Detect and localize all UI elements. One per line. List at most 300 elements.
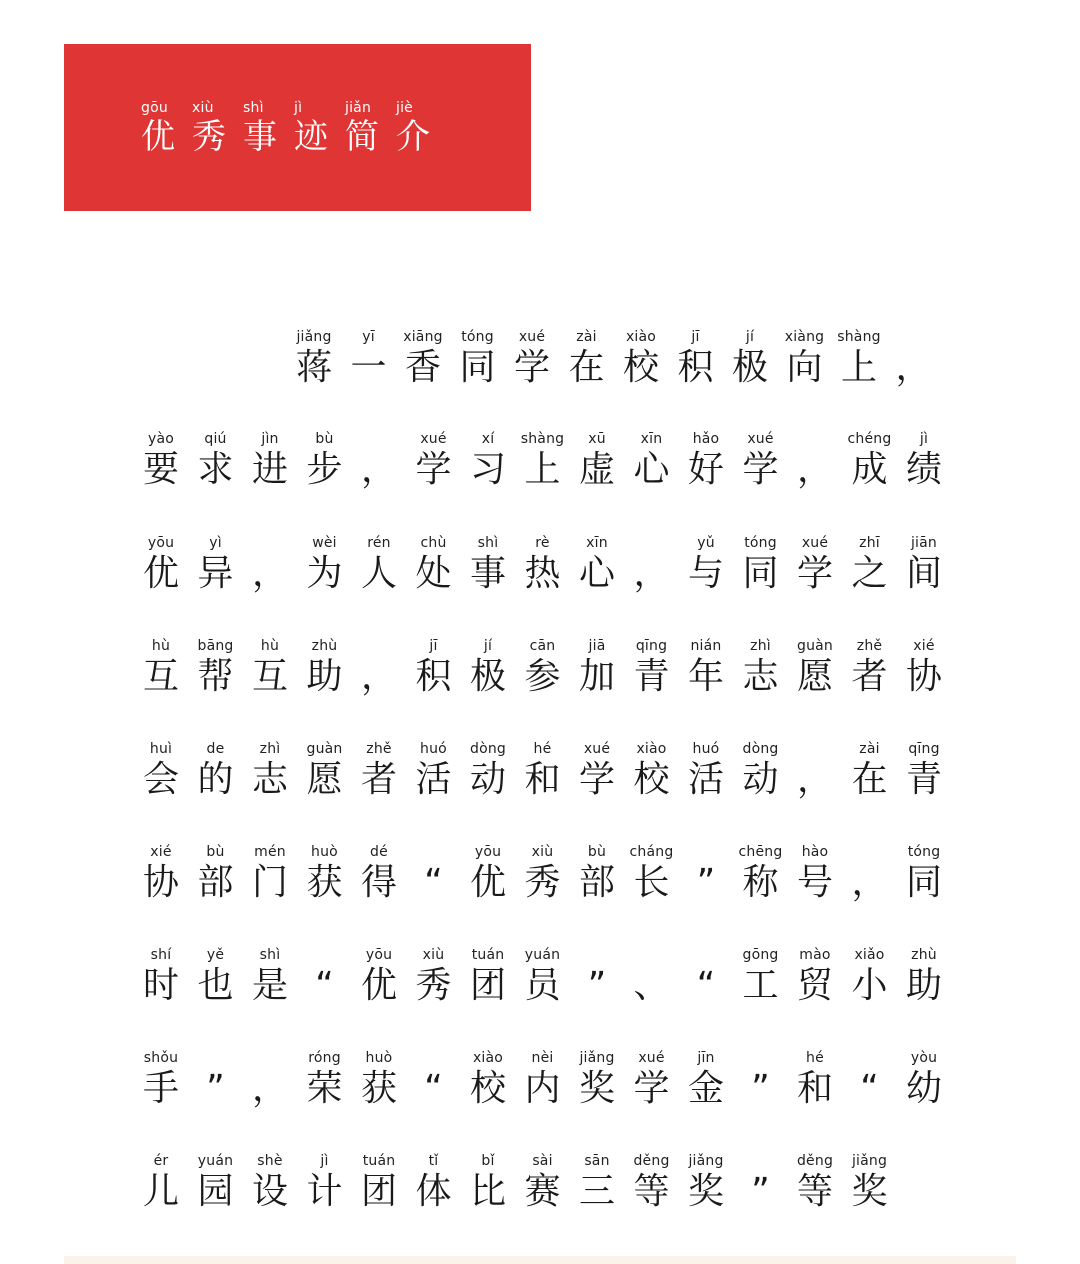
hanzi: 同 [742,553,779,594]
page-title [141,99,447,157]
pinyin: rén [367,535,391,551]
pinyin: cháng [629,844,674,860]
pinyin: xiù [422,947,445,963]
char-cell [407,740,461,802]
char-cell [298,1049,352,1111]
hanzi: 绩 [905,449,942,490]
title-hanzi: 秀 [192,117,226,157]
pinyin [189,1049,243,1067]
char-cell [134,946,188,1008]
title-pinyin: gōu [141,100,168,116]
char-cell [461,534,515,596]
title-pinyin: shì [243,100,264,116]
hanzi: 要 [142,449,179,490]
pinyin: qīng [635,638,668,654]
bottom-strip [64,1256,1016,1264]
hanzi: 加 [578,656,615,697]
pinyin [887,328,941,346]
char-cell [243,740,297,802]
pinyin: xiào [636,741,667,757]
pinyin: gōng [742,947,779,963]
pinyin: jiǎng [296,329,332,345]
pinyin: xué [518,329,546,345]
pinyin: nèi [531,1050,554,1066]
char-cell [134,843,188,905]
char-cell [189,843,243,905]
pinyin: jìn [261,431,279,447]
pinyin: cān [529,638,556,654]
char-cell [189,430,243,492]
pinyin: shàng [520,431,565,447]
char-cell [243,946,297,1008]
hanzi: ， [360,449,397,490]
pinyin: mào [799,947,831,963]
char-cell [679,534,733,596]
hanzi: 计 [306,1171,343,1212]
char-cell [560,328,614,390]
hanzi: “ [696,965,716,1006]
pinyin: jiǎng [579,1050,615,1066]
pinyin: yōu [365,947,393,963]
char-cell [134,430,188,492]
pinyin: jīn [697,1050,715,1066]
char-cell [734,1152,788,1214]
pinyin: hù [151,638,171,654]
hanzi: 愿 [306,759,343,800]
char-cell [451,328,505,390]
char-cell [516,534,570,596]
pinyin: yǔ [697,535,715,551]
pinyin: yōu [474,844,502,860]
char-cell [897,946,951,1008]
char-cell [570,740,624,802]
pinyin: hé [533,741,552,757]
pinyin: děng [796,1153,834,1169]
char-cell [614,328,668,390]
pinyin: yuán [524,947,561,963]
hanzi: “ [860,1068,879,1109]
pinyin: rè [535,535,550,551]
char-cell [570,946,624,1008]
char-cell [843,1152,897,1214]
pinyin [407,843,461,861]
pinyin: huò [311,844,338,860]
char-cell [897,843,951,905]
char-cell [407,946,461,1008]
pinyin [788,740,842,758]
pinyin: zhě [366,741,392,757]
pinyin: xué [638,1050,665,1066]
char-cell [407,843,461,905]
pinyin: ér [153,1153,169,1169]
char-cell [734,637,788,699]
title-hanzi: 介 [396,117,430,157]
pinyin [843,1049,897,1067]
pinyin: hǎo [692,431,720,447]
char-cell [342,328,396,390]
text-line [134,430,964,510]
char-cell [843,534,897,596]
hanzi: 虚 [578,449,615,490]
pinyin: shí [150,947,172,963]
char-cell [788,946,842,1008]
pinyin: xié [913,638,935,654]
pinyin [679,843,733,861]
hanzi: 和 [524,759,561,800]
char-cell [243,637,297,699]
hanzi: 称 [742,862,779,903]
char-cell [734,534,788,596]
char-cell [679,843,733,905]
hanzi: ” [696,862,716,903]
text-line [134,534,964,614]
hanzi: 秀 [415,965,452,1006]
pinyin [243,534,297,552]
hanzi: ” [751,1068,770,1109]
hanzi: 园 [197,1171,234,1212]
hanzi: 设 [251,1171,288,1212]
char-cell [134,740,188,802]
hanzi: 秀 [524,862,561,903]
char-cell [461,946,515,1008]
char-cell [887,328,941,390]
pinyin: qīng [908,741,940,757]
hanzi: 手 [142,1068,179,1109]
hanzi: 极 [469,656,506,697]
hanzi: 上 [524,449,561,490]
title-hanzi: 简 [345,117,379,157]
hanzi: ” [206,1068,225,1109]
hanzi: 上 [840,347,877,388]
pinyin: tóng [907,844,941,860]
pinyin: shàng [837,329,881,345]
pinyin: huó [420,741,447,757]
hanzi: ， [895,347,932,388]
hanzi: 和 [796,1068,833,1109]
char-cell [625,534,679,596]
pinyin: tuán [362,1153,396,1169]
char-cell [625,1152,679,1214]
char-cell [679,430,733,492]
pinyin: nián [690,638,722,654]
pinyin: yōu [147,535,175,551]
hanzi: 学 [513,347,550,388]
hanzi: 校 [622,347,659,388]
pinyin: huó [692,741,720,757]
char-cell [788,1049,842,1111]
char-cell [843,430,897,492]
pinyin: yuán [197,1153,234,1169]
char-cell [778,328,832,390]
pinyin: zhù [311,638,338,654]
pinyin: chéng [847,431,892,447]
pinyin: guàn [306,741,343,757]
char-cell [734,843,788,905]
hanzi: 时 [142,965,179,1006]
hanzi: 金 [687,1068,724,1109]
pinyin: zài [859,741,880,757]
char-cell [352,637,406,699]
hanzi: 获 [306,862,343,903]
hanzi: 助 [306,656,343,697]
pinyin: sān [584,1153,610,1169]
pinyin: dòng [469,741,506,757]
char-cell [516,430,570,492]
pinyin: jì [320,1153,329,1169]
char-cell [843,946,897,1008]
text-line [134,1049,964,1129]
pinyin: tóng [461,329,494,345]
hanzi: 儿 [142,1171,179,1212]
pinyin: hù [260,638,280,654]
text-line [134,946,964,1026]
hanzi: 工 [742,965,779,1006]
char-cell [461,637,515,699]
char-cell [243,534,297,596]
hanzi: 校 [469,1068,506,1109]
char-cell [516,1049,570,1111]
char-cell [505,328,559,390]
hanzi: 贸 [796,965,833,1006]
pinyin: jì [919,431,929,447]
char-cell [570,534,624,596]
char-cell [189,1152,243,1214]
title-pinyin: jì [294,100,303,116]
char-cell [897,534,951,596]
pinyin [298,946,352,964]
pinyin: zhì [750,638,771,654]
pinyin: bāng [197,638,234,654]
hanzi: 者 [360,759,397,800]
hanzi: 协 [905,656,942,697]
char-cell [788,740,842,802]
char-cell [243,1152,297,1214]
pinyin: xué [747,431,774,447]
hanzi: 间 [905,553,942,594]
pinyin: shì [477,535,499,551]
hanzi: 年 [687,656,724,697]
char-cell [352,1152,406,1214]
hanzi: 向 [786,347,823,388]
char-cell [243,843,297,905]
hanzi: 等 [633,1171,670,1212]
text-line [134,328,964,408]
hanzi: 处 [415,553,452,594]
pinyin: xīn [640,431,663,447]
pinyin: jiān [910,535,938,551]
pinyin: xīn [586,535,608,551]
pinyin [843,843,897,861]
pinyin: huò [365,1050,393,1066]
char-cell [570,1152,624,1214]
char-cell [352,740,406,802]
char-cell [516,740,570,802]
char-cell [734,1049,788,1111]
hanzi: 步 [306,449,343,490]
char-cell [189,740,243,802]
hanzi: 部 [578,862,615,903]
char-cell [570,637,624,699]
char-cell [897,740,951,802]
pinyin [570,946,624,964]
pinyin: yī [362,329,375,345]
pinyin: jí [745,329,755,345]
char-cell [516,843,570,905]
hanzi: 在 [568,347,605,388]
hanzi: 志 [742,656,779,697]
char-cell [134,534,188,596]
char-cell [189,637,243,699]
char-cell [298,430,352,492]
hanzi: 也 [197,965,234,1006]
char-cell [298,1152,352,1214]
hanzi: ， [251,1068,288,1109]
char-cell [407,637,461,699]
hanzi: 团 [360,1171,397,1212]
pinyin: xiāng [403,329,443,345]
pinyin [679,946,733,964]
char-cell [788,637,842,699]
hanzi: 心 [578,553,615,594]
pinyin: de [206,741,225,757]
char-cell [625,637,679,699]
title-pinyin: jiè [396,100,413,116]
char-cell [134,1049,188,1111]
hanzi: ， [360,656,397,697]
hanzi: ” [587,965,607,1006]
hanzi: 校 [633,759,670,800]
hanzi: 与 [687,553,724,594]
char-cell [189,1049,243,1111]
hanzi: 等 [796,1171,833,1212]
char-cell [897,1049,951,1111]
title-char [396,99,447,157]
text-line [134,740,964,820]
title-hanzi: 迹 [294,117,328,157]
pinyin: xū [588,431,606,447]
hanzi: 同 [905,862,942,903]
hanzi: 部 [197,862,234,903]
hanzi: 优 [469,862,506,903]
char-cell [298,843,352,905]
char-cell [189,946,243,1008]
hanzi: 热 [524,553,561,594]
hanzi: 员 [524,965,561,1006]
title-char [141,99,192,157]
hanzi: 好 [687,449,724,490]
char-cell [570,1049,624,1111]
hanzi: 小 [851,965,888,1006]
hanzi: 活 [687,759,724,800]
pinyin: xié [150,844,172,860]
hanzi: 优 [360,965,397,1006]
char-cell [396,328,450,390]
hanzi: 一 [350,347,387,388]
char-cell [734,946,788,1008]
char-cell [516,637,570,699]
hanzi: 奖 [687,1171,724,1212]
title-char [243,99,294,157]
pinyin: jiǎng [688,1153,724,1169]
hanzi: 优 [142,553,179,594]
hanzi: 学 [415,449,452,490]
pinyin [352,430,406,448]
text-line [134,843,964,923]
hanzi: 在 [851,759,888,800]
pinyin: qiú [204,431,227,447]
pinyin [734,1152,788,1170]
hanzi: 协 [142,862,179,903]
hanzi: 长 [633,862,670,903]
char-cell [461,1049,515,1111]
hanzi: 事 [469,553,506,594]
pinyin [788,430,842,448]
pinyin: tuán [471,947,505,963]
hanzi: 获 [360,1068,397,1109]
pinyin [625,946,679,964]
pinyin: zhù [911,947,937,963]
char-cell [625,843,679,905]
hanzi: 成 [851,449,888,490]
char-cell [843,637,897,699]
pinyin: chēng [738,844,783,860]
pinyin: xué [801,535,829,551]
pinyin [625,534,679,552]
char-cell [298,637,352,699]
char-cell [679,1049,733,1111]
char-cell [570,430,624,492]
hanzi: 、 [633,965,670,1006]
pinyin: xiào [625,329,657,345]
hanzi: 号 [796,862,833,903]
hanzi: 互 [251,656,288,697]
pinyin: bù [206,844,225,860]
char-cell [897,430,951,492]
pinyin: xiù [531,844,554,860]
pinyin: xiǎo [854,947,885,963]
pinyin: róng [308,1050,341,1066]
pinyin: jī [429,638,438,654]
pinyin: guàn [796,638,833,654]
char-cell [189,534,243,596]
hanzi: 学 [796,553,833,594]
char-cell [516,946,570,1008]
pinyin: zhì [259,741,281,757]
hanzi: 人 [360,553,397,594]
hanzi: 香 [404,347,441,388]
hanzi: 学 [578,759,615,800]
pinyin: tóng [744,535,777,551]
hanzi: 动 [742,759,779,800]
hanzi: 奖 [851,1171,888,1212]
char-cell [352,1049,406,1111]
char-cell [788,843,842,905]
pinyin [734,1049,788,1067]
pinyin: mén [254,844,286,860]
pinyin: yě [206,947,225,963]
char-cell [352,534,406,596]
pinyin: shè [257,1153,283,1169]
pinyin: dòng [742,741,779,757]
pinyin: xiào [472,1050,504,1066]
hanzi: 志 [251,759,288,800]
hanzi: ， [251,553,288,594]
pinyin [407,1049,461,1067]
pinyin: jī [691,329,700,345]
hanzi: 参 [524,656,561,697]
hanzi: 学 [742,449,779,490]
pinyin: zài [576,329,597,345]
